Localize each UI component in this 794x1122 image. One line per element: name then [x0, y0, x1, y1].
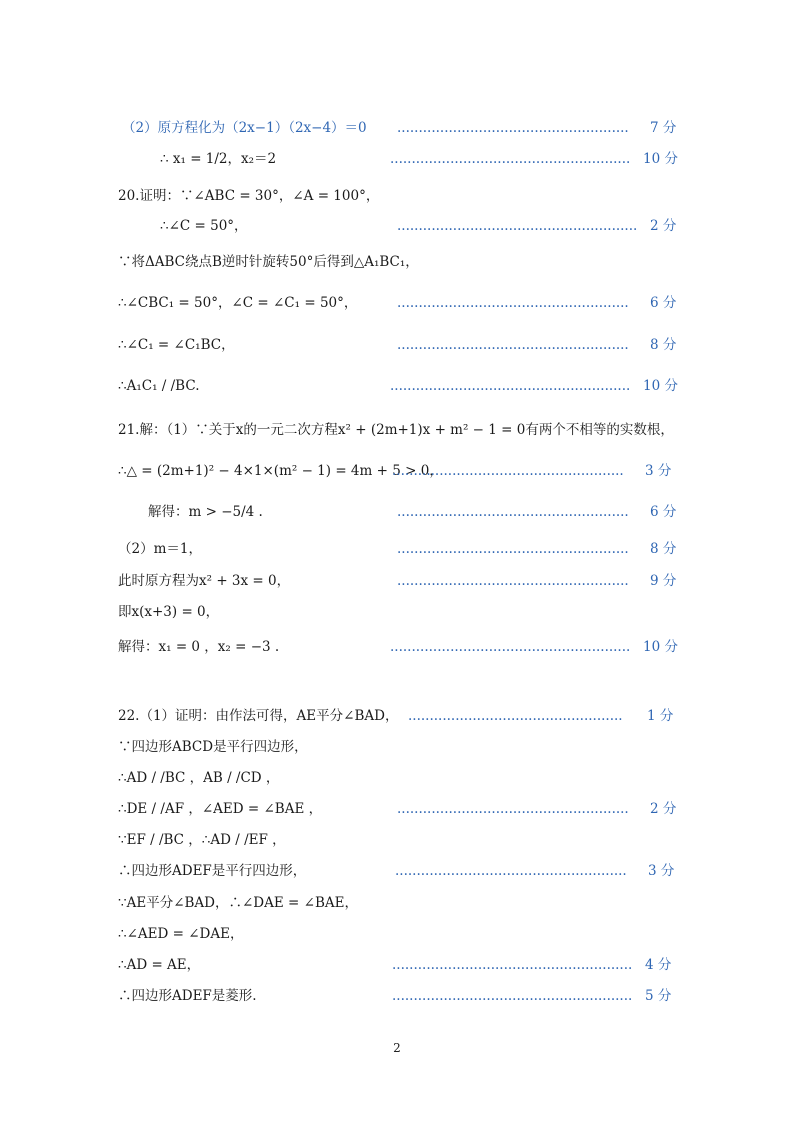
line-ad-ae	[0, 953, 794, 977]
score-leader: ......................................................	[397, 573, 629, 589]
line-equation-m1	[0, 569, 794, 593]
score: 6 分	[650, 295, 677, 311]
score-leader: ......................................................	[397, 801, 629, 817]
line-text: ∴∠C₁ = ∠C₁BC，	[118, 337, 235, 353]
score-leader: ......................................................	[397, 295, 629, 311]
score: 1 分	[647, 708, 674, 724]
score-leader: ......................................................	[395, 863, 627, 879]
line-ef-bc	[0, 828, 794, 852]
line-21-solution	[0, 418, 794, 442]
score: 2 分	[650, 218, 677, 234]
line-text: ∵将ΔABC绕点B逆时针旋转50°后得到△A₁BC₁，	[118, 254, 419, 270]
score: 8 分	[650, 337, 677, 353]
score-leader: ......................................................	[392, 463, 624, 479]
line-text: ∴∠C = 50°，	[160, 218, 248, 234]
page-number: 2	[393, 1041, 401, 1055]
line-m-range	[0, 500, 794, 524]
line-parallelogram	[0, 735, 794, 759]
line-roots	[0, 147, 794, 171]
line-22-proof	[0, 704, 794, 728]
line-text: 此时原方程为x² + 3x = 0，	[118, 573, 291, 589]
line-text: ∴△ = (2m+1)² − 4×1×(m² − 1) = 4m + 5 > 0，	[118, 463, 443, 479]
line-text: ∴DE / /AF ，∠AED = ∠BAE ，	[118, 801, 323, 817]
line-text: 21.解：（1）∵关于x的一元二次方程x² + (2m+1)x + m² − 1 = 0有两个不相等的实数根，	[118, 422, 674, 438]
line-cbc1	[0, 291, 794, 315]
line-text: 解得：x₁ = 0 ，x₂ = −3 .	[118, 639, 280, 655]
line-discriminant	[0, 459, 794, 483]
score: 7 分	[650, 120, 677, 136]
line-parallel	[0, 374, 794, 398]
line-text: ∴AD / /BC ，AB / /CD ，	[118, 770, 280, 786]
score: 6 分	[650, 504, 677, 520]
score: 3 分	[648, 863, 675, 879]
score: 5 分	[645, 988, 672, 1004]
line-m-value	[0, 537, 794, 561]
score-leader: ......................................................	[397, 120, 629, 136]
line-text: 20.证明：∵∠ABC = 30°，∠A = 100°，	[118, 188, 380, 204]
line-c1-eq	[0, 333, 794, 357]
line-rhombus	[0, 984, 794, 1008]
score-leader: ........................................................	[390, 639, 631, 655]
score-leader: ......................................................	[397, 337, 629, 353]
score-leader: ..................................................	[408, 708, 623, 724]
line-adef-parallelogram	[0, 859, 794, 883]
score-leader: ........................................................	[390, 151, 631, 167]
score: 4 分	[645, 957, 672, 973]
line-factored	[0, 600, 794, 624]
score: 2 分	[650, 801, 677, 817]
line-text: ∴∠AED = ∠DAE，	[118, 926, 244, 942]
line-ad-bc	[0, 766, 794, 790]
line-text: （2）原方程化为（2x−1）（2x−4）＝0	[122, 120, 367, 136]
line-text: （2）m＝1，	[118, 541, 202, 557]
line-text: ∵EF / /BC ，∴AD / /EF ，	[118, 832, 286, 848]
line-text: ∵四边形ABCD是平行四边形，	[118, 739, 308, 755]
score-leader: ........................................................	[392, 957, 633, 973]
score-leader: ......................................................	[397, 541, 629, 557]
score: 8 分	[650, 541, 677, 557]
score-leader: ........................................................	[390, 378, 631, 394]
line-solutions	[0, 635, 794, 659]
line-text: ∴A₁C₁ / /BC.	[118, 378, 200, 394]
line-text: ∴ x₁ = 1/2，x₂＝2	[160, 151, 277, 167]
line-angle-c	[0, 214, 794, 238]
line-text: 即x(x+3) = 0，	[118, 604, 220, 620]
score: 10 分	[643, 639, 678, 655]
score: 3 分	[645, 463, 672, 479]
score-leader: ........................................................	[397, 218, 638, 234]
line-2-equation	[0, 116, 794, 140]
score: 10 分	[643, 151, 678, 167]
score: 9 分	[650, 573, 677, 589]
score-leader: ......................................................	[397, 504, 629, 520]
line-text: ∴∠CBC₁ = 50°，∠C = ∠C₁ = 50°，	[118, 295, 358, 311]
line-rotation	[0, 250, 794, 274]
line-20-proof	[0, 184, 794, 208]
line-text: ∴四边形ADEF是平行四边形，	[118, 863, 307, 879]
line-text: 22.（1）证明：由作法可得，AE平分∠BAD，	[118, 708, 399, 724]
line-de-af	[0, 797, 794, 821]
line-text: ∴四边形ADEF是菱形.	[118, 988, 257, 1004]
line-text: ∵AE平分∠BAD，∴∠DAE = ∠BAE，	[118, 895, 358, 911]
line-text: 解得：m > −5/4 .	[148, 504, 263, 520]
score-leader: ........................................................	[392, 988, 633, 1004]
line-aed-dae	[0, 922, 794, 946]
line-text: ∴AD = AE，	[118, 957, 201, 973]
score: 10 分	[643, 378, 678, 394]
line-ae-bisect	[0, 891, 794, 915]
